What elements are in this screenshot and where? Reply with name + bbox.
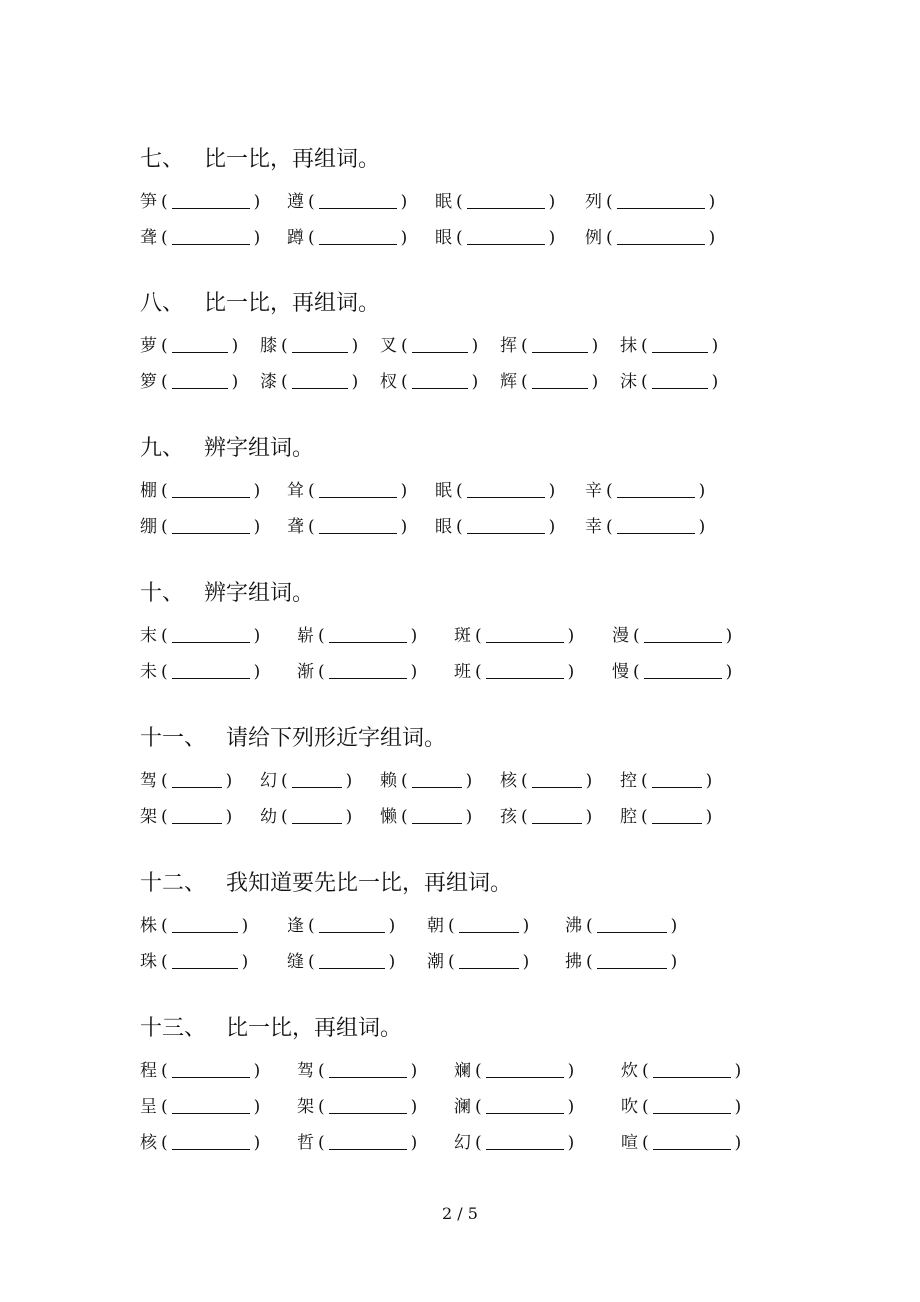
- word-row: [140, 220, 860, 256]
- word-row: [140, 944, 860, 980]
- section-8: [140, 286, 860, 400]
- character: 沸: [565, 916, 582, 936]
- character: 株: [140, 916, 157, 936]
- character: 孩: [500, 807, 517, 827]
- character: 吹: [621, 1097, 638, 1117]
- character: 眠: [435, 192, 452, 212]
- answer-blank[interactable]: [329, 1093, 407, 1114]
- character: 末: [140, 626, 157, 646]
- section-title: 比一比，再组词。: [204, 291, 381, 316]
- word-item: 抹 ( ): [620, 328, 722, 364]
- answer-blank[interactable]: [172, 658, 250, 679]
- word-item: 未 ( ): [140, 654, 264, 690]
- word-row: [140, 184, 860, 220]
- word-item: 斑 ( ): [454, 618, 578, 654]
- character: 斓: [454, 1061, 471, 1081]
- answer-blank[interactable]: [172, 477, 250, 498]
- word-item: 幻 ( ): [260, 763, 356, 799]
- character: 斑: [454, 626, 471, 646]
- word-item: 棚 ( ): [140, 473, 264, 509]
- section-heading: [140, 142, 860, 178]
- answer-blank[interactable]: [486, 1129, 564, 1150]
- character: 拂: [565, 952, 582, 972]
- word-row: [140, 799, 860, 835]
- word-item: 末 ( ): [140, 618, 264, 654]
- section-title: 比一比，再组词。: [204, 147, 381, 172]
- word-item: 赖 ( ): [380, 763, 476, 799]
- word-item: 萝 ( ): [140, 328, 242, 364]
- section-heading: [140, 431, 860, 467]
- word-item: 膝 ( ): [260, 328, 362, 364]
- word-item: 辉 ( ): [500, 364, 602, 400]
- word-item: 朝 ( ): [427, 908, 533, 944]
- answer-blank[interactable]: [532, 332, 588, 353]
- answer-blank[interactable]: [172, 767, 222, 788]
- section-heading: [140, 866, 860, 902]
- character: 漫: [612, 626, 629, 646]
- answer-blank[interactable]: [617, 477, 695, 498]
- word-item: 喧 ( ): [621, 1125, 745, 1161]
- answer-blank[interactable]: [486, 622, 564, 643]
- answer-blank[interactable]: [319, 948, 385, 969]
- character: 绷: [140, 517, 157, 537]
- character: 辉: [500, 372, 517, 392]
- word-item: 架 ( ): [140, 799, 236, 835]
- word-row: [140, 509, 860, 545]
- answer-blank[interactable]: [319, 188, 397, 209]
- word-row: [140, 473, 860, 509]
- answer-blank[interactable]: [172, 368, 228, 389]
- answer-blank[interactable]: [292, 332, 348, 353]
- word-item: 叉 ( ): [380, 328, 482, 364]
- word-item: 程 ( ): [140, 1053, 264, 1089]
- word-item: 遵 ( ): [287, 184, 411, 220]
- character: 懒: [380, 807, 397, 827]
- page-number: 2 / 5: [442, 1204, 478, 1223]
- word-item: 漫 ( ): [612, 618, 736, 654]
- character: 潮: [427, 952, 444, 972]
- word-item: 控 ( ): [620, 763, 716, 799]
- character: 哲: [297, 1133, 314, 1153]
- answer-blank[interactable]: [467, 224, 545, 245]
- character: 架: [140, 807, 157, 827]
- answer-blank[interactable]: [172, 332, 228, 353]
- word-item: 缝 ( ): [287, 944, 399, 980]
- answer-blank[interactable]: [617, 188, 705, 209]
- character: 眼: [435, 228, 452, 248]
- word-row: [140, 1053, 860, 1089]
- word-row: [140, 618, 860, 654]
- answer-blank[interactable]: [292, 368, 348, 389]
- section-title: 我知道要先比一比，再组词。: [226, 871, 513, 896]
- character: 耸: [287, 481, 304, 501]
- character: 架: [297, 1097, 314, 1117]
- answer-blank[interactable]: [329, 1129, 407, 1150]
- section-number: 八、: [140, 291, 185, 316]
- answer-blank[interactable]: [172, 912, 238, 933]
- answer-blank[interactable]: [292, 767, 342, 788]
- answer-blank[interactable]: [329, 658, 407, 679]
- answer-blank[interactable]: [652, 332, 708, 353]
- word-item: 蹲 ( ): [287, 220, 411, 256]
- character: 核: [140, 1133, 157, 1153]
- character: 渐: [297, 662, 314, 682]
- word-item: 沸 ( ): [565, 908, 681, 944]
- character: 赖: [380, 771, 397, 791]
- word-row: [140, 328, 860, 364]
- section-title: 比一比，再组词。: [226, 1016, 403, 1041]
- word-item: 列 ( ): [585, 184, 719, 220]
- answer-blank[interactable]: [486, 658, 564, 679]
- answer-blank[interactable]: [412, 332, 468, 353]
- word-item: 聋 ( ): [287, 509, 411, 545]
- answer-blank[interactable]: [172, 803, 222, 824]
- word-item: 腔 ( ): [620, 799, 716, 835]
- word-item: 箩 ( ): [140, 364, 242, 400]
- section-heading: [140, 576, 860, 612]
- character: 挥: [500, 336, 517, 356]
- answer-blank[interactable]: [319, 513, 397, 534]
- word-row: [140, 364, 860, 400]
- answer-blank[interactable]: [652, 767, 702, 788]
- word-item: 澜 ( ): [454, 1089, 578, 1125]
- answer-blank[interactable]: [653, 1057, 731, 1078]
- character: 沫: [620, 372, 637, 392]
- answer-blank[interactable]: [532, 368, 588, 389]
- word-row: [140, 908, 860, 944]
- word-item: 沫 ( ): [620, 364, 722, 400]
- character: 抹: [620, 336, 637, 356]
- character: 笋: [140, 192, 157, 212]
- answer-blank[interactable]: [172, 1129, 250, 1150]
- word-item: 炊 ( ): [621, 1053, 745, 1089]
- character: 辛: [585, 481, 602, 501]
- word-item: 逢 ( ): [287, 908, 399, 944]
- character: 遵: [287, 192, 304, 212]
- answer-blank[interactable]: [486, 1093, 564, 1114]
- character: 聋: [287, 517, 304, 537]
- answer-blank[interactable]: [459, 948, 519, 969]
- word-item: 斓 ( ): [454, 1053, 578, 1089]
- answer-blank[interactable]: [486, 1057, 564, 1078]
- word-item: 核 ( ): [140, 1125, 264, 1161]
- character: 漆: [260, 372, 277, 392]
- answer-blank[interactable]: [329, 622, 407, 643]
- character: 列: [585, 192, 602, 212]
- section-number: 十、: [140, 581, 185, 606]
- section-number: 十三、: [140, 1016, 207, 1041]
- section-number: 七、: [140, 147, 185, 172]
- character: 杈: [380, 372, 397, 392]
- word-item: 株 ( ): [140, 908, 252, 944]
- word-item: 耸 ( ): [287, 473, 411, 509]
- word-row: [140, 763, 860, 799]
- character: 箩: [140, 372, 157, 392]
- answer-blank[interactable]: [644, 622, 722, 643]
- answer-blank[interactable]: [412, 767, 462, 788]
- answer-blank[interactable]: [459, 912, 519, 933]
- section-7: [140, 142, 860, 256]
- character: 驾: [140, 771, 157, 791]
- section-heading: [140, 721, 860, 757]
- word-row: [140, 654, 860, 690]
- character: 呈: [140, 1097, 157, 1117]
- answer-blank[interactable]: [597, 912, 667, 933]
- answer-blank[interactable]: [652, 368, 708, 389]
- character: 萝: [140, 336, 157, 356]
- section-number: 十二、: [140, 871, 207, 896]
- section-11: [140, 721, 860, 835]
- character: 慢: [612, 662, 629, 682]
- answer-blank[interactable]: [467, 477, 545, 498]
- answer-blank[interactable]: [172, 224, 250, 245]
- answer-blank[interactable]: [329, 1057, 407, 1078]
- answer-blank[interactable]: [412, 803, 462, 824]
- word-item: 慢 ( ): [612, 654, 736, 690]
- word-item: 眠 ( ): [435, 184, 559, 220]
- word-item: 幸 ( ): [585, 509, 709, 545]
- character: 棚: [140, 481, 157, 501]
- section-12: [140, 866, 860, 980]
- answer-blank[interactable]: [172, 1057, 250, 1078]
- word-item: 聋 ( ): [140, 220, 264, 256]
- character: 膝: [260, 336, 277, 356]
- answer-blank[interactable]: [652, 803, 702, 824]
- section-13: [140, 1011, 860, 1161]
- word-item: 渐 ( ): [297, 654, 421, 690]
- character: 喧: [621, 1133, 638, 1153]
- character: 聋: [140, 228, 157, 248]
- section-title: 请给下列形近字组词。: [226, 726, 447, 751]
- word-item: 哲 ( ): [297, 1125, 421, 1161]
- word-item: 驾 ( ): [297, 1053, 421, 1089]
- word-item: 挥 ( ): [500, 328, 602, 364]
- character: 核: [500, 771, 517, 791]
- section-title: 辨字组词。: [204, 436, 315, 461]
- character: 程: [140, 1061, 157, 1081]
- character: 未: [140, 662, 157, 682]
- answer-blank[interactable]: [644, 658, 722, 679]
- word-item: 懒 ( ): [380, 799, 476, 835]
- character: 朝: [427, 916, 444, 936]
- character: 班: [454, 662, 471, 682]
- character: 珠: [140, 952, 157, 972]
- character: 蹲: [287, 228, 304, 248]
- answer-blank[interactable]: [617, 513, 695, 534]
- character: 眠: [435, 481, 452, 501]
- character: 腔: [620, 807, 637, 827]
- answer-blank[interactable]: [172, 513, 250, 534]
- word-row: [140, 1089, 860, 1125]
- section-title: 辨字组词。: [204, 581, 315, 606]
- answer-blank[interactable]: [172, 948, 238, 969]
- character: 崭: [297, 626, 314, 646]
- word-item: 杈 ( ): [380, 364, 482, 400]
- answer-blank[interactable]: [412, 368, 468, 389]
- word-item: 漆 ( ): [260, 364, 362, 400]
- character: 幸: [585, 517, 602, 537]
- answer-blank[interactable]: [172, 622, 250, 643]
- word-item: 核 ( ): [500, 763, 596, 799]
- word-item: 吹 ( ): [621, 1089, 745, 1125]
- word-item: 孩 ( ): [500, 799, 596, 835]
- answer-blank[interactable]: [597, 948, 667, 969]
- answer-blank[interactable]: [319, 912, 385, 933]
- character: 幼: [260, 807, 277, 827]
- character: 眼: [435, 517, 452, 537]
- character: 驾: [297, 1061, 314, 1081]
- word-item: 架 ( ): [297, 1089, 421, 1125]
- section-10: [140, 576, 860, 690]
- answer-blank[interactable]: [319, 224, 397, 245]
- word-item: 眠 ( ): [435, 473, 559, 509]
- word-item: 驾 ( ): [140, 763, 236, 799]
- answer-blank[interactable]: [532, 803, 582, 824]
- section-9: [140, 431, 860, 545]
- word-item: 呈 ( ): [140, 1089, 264, 1125]
- character: 逢: [287, 916, 304, 936]
- word-item: 幼 ( ): [260, 799, 356, 835]
- word-item: 潮 ( ): [427, 944, 533, 980]
- answer-blank[interactable]: [467, 513, 545, 534]
- character: 例: [585, 228, 602, 248]
- word-item: 笋 ( ): [140, 184, 264, 220]
- section-heading: [140, 1011, 860, 1047]
- answer-blank[interactable]: [532, 767, 582, 788]
- word-item: 珠 ( ): [140, 944, 252, 980]
- section-number: 九、: [140, 436, 185, 461]
- answer-blank[interactable]: [172, 1093, 250, 1114]
- answer-blank[interactable]: [653, 1129, 731, 1150]
- word-item: 辛 ( ): [585, 473, 709, 509]
- word-item: 绷 ( ): [140, 509, 264, 545]
- character: 幻: [260, 771, 277, 791]
- answer-blank[interactable]: [617, 224, 705, 245]
- character: 缝: [287, 952, 304, 972]
- word-item: 拂 ( ): [565, 944, 681, 980]
- word-item: 幻 ( ): [454, 1125, 578, 1161]
- word-item: 例 ( ): [585, 220, 719, 256]
- word-row: [140, 1125, 860, 1161]
- answer-blank[interactable]: [292, 803, 342, 824]
- word-item: 眼 ( ): [435, 509, 559, 545]
- answer-blank[interactable]: [172, 188, 250, 209]
- answer-blank[interactable]: [467, 188, 545, 209]
- word-item: 班 ( ): [454, 654, 578, 690]
- word-item: 崭 ( ): [297, 618, 421, 654]
- character: 叉: [380, 336, 397, 356]
- section-number: 十一、: [140, 726, 207, 751]
- character: 幻: [454, 1133, 471, 1153]
- character: 澜: [454, 1097, 471, 1117]
- word-item: 眼 ( ): [435, 220, 559, 256]
- character: 炊: [621, 1061, 638, 1081]
- answer-blank[interactable]: [319, 477, 397, 498]
- character: 控: [620, 771, 637, 791]
- section-heading: [140, 286, 860, 322]
- answer-blank[interactable]: [653, 1093, 731, 1114]
